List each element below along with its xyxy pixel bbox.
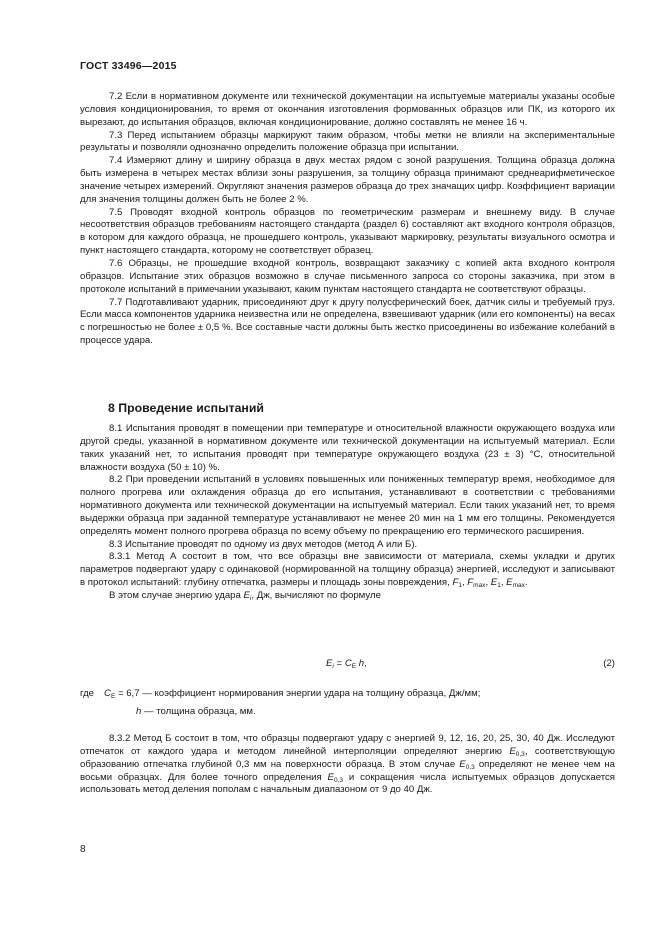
paragraph-7-3: 7.3 Перед испытанием образцы маркируют таким образом, чтобы метки не влияли на экспериментальные результаты и позволяли однозначно определить положение образца при испытании. [80,129,615,154]
paragraph-8-3-2: 8.3.2 Метод Б состоит в том, что образцы подвергают удару с энергией 9, 12, 16, 20, 25, 30, 40 Дж. Исследуют отпечаток от каждого удара и методом линейной интерполяции определяют энергию $E_{0,3}$, соответствующую образованию отпечатка глубиной 0,3 мм на поверхности образца. В этом случае $E_{0,3}$ определяют не менее чем на восьми образцах. Для более точного определения $E_{0,3}$ и сокращения числа испытуемых образцов допускается использовать метод деления пополам с начальным диапазоном от 9 до 40 Дж. [80,733,615,796]
paragraph-8-1: 8.1 Испытания проводят в помещении при температуре и относительной влажности окружающего воздуха или другой среды, указанной в нормативном документе или технической документации на испытуемый материал. Если таких указаний нет, то испытания проводят при температуре окружающего воздуха (23 ± 3) °С, относительной влажности воздуха (50 ± 10) %. [80,423,615,473]
standard-header: ГОСТ 33496—2015 [80,60,177,72]
paragraph-7-5: 7.5 Проводят входной контроль образцов по геометрическим размерам и внешнему виду. В случае несоответствия образцов требованиям настоящего стандарта (раздел 6) составляют акт входного контроля образцов, в котором для каждого образца, не прошедшего контроль, указывают маркировку, результаты визуального осмотра и пункт настоящего стандарта, которому не соответствует образец. [80,206,615,257]
method-b-text [80,733,615,797]
paragraph-8-3: 8.3 Испытание проводят по одному из двух методов (метод А или Б). [109,538,418,550]
paragraph-7-2: 7.2 Если в нормативном документе или технической документации на испытуемые материалы указаны особые условия кондиционирования, то время от окончания изготовления формованных образцов или ПК, из которого их вырезают, до испытания образцов, включая кондиционирование, должно составлять не менее 16 ч. [80,91,615,128]
page-number: 8 [80,844,86,855]
legend-h: h — толщина образца, мм. [136,706,256,717]
paragraph-7-7: 7.7 Подготавливают ударник, присоединяют друг к другу полусферический боек, датчик силы и требуемый груз. Если масса компонентов ударника неизвестна или не определена, взвешивают ударник (или его компоненты) на весах с погрешностью не более ± 0,5 %. Все составные части должны быть жестко присоединены во избежание колебаний в процессе удара. [80,296,615,347]
formula-2 [80,658,615,671]
paragraph-7-4: 7.4 Измеряют длину и ширину образца в двух местах рядом с зоной разрушения. Толщина образца должна быть измерена в четырех местах вблизи зоны разрушения, за толщину образца принимают среднеарифметическое значение четырех измерений. Округляют значения размеров образца до трех значащих цифр. Коэффициент вариации для значения толщины должен быть не более 2 %. [80,155,615,205]
section8-text [80,423,615,603]
formula-number: (2) [603,658,615,669]
energy-intro-line: В этом случае энергию удара $E_i$, Дж, вычисляют по формуле [109,589,381,602]
section-8-title: 8 Проведение испытаний [108,401,264,415]
paragraph-7-6: 7.6 Образцы, не прошедшие входной контроль, возвращают заказчику с копией акта входного контроля образцов. Испытание этих образцов возможно в случае письменного запроса со стороны заказчика, при этом в протоколе испытаний в примечании указывают, каким пунктам настоящего стандарта не соответствуют образцы. [80,257,615,295]
paragraph-8-3-1: 8.3.1 Метод А состоит в том, что все образцы вне зависимости от материала, схемы укладки и других параметров подвергают удару с одинаковой (нормированной на толщину образца) энергией, исследуют и записывают в протокол испытаний: глубину отпечатка, размеры и площадь зоны повреждения, $F_1$, $F_{max}$, $E_1$, $E_{max}$. [80,551,615,590]
formula-legend [80,687,615,718]
section7-text [80,91,615,348]
paragraph-8-2: 8.2 При проведении испытаний в условиях повышенных или пониженных температур время, необходимое для полного прогрева или охлаждения образца до его испытания, устанавливают в соответствии с требованиями нормативного документа или технической документации на испытуемый материал. Если таких указаний нет, то время выдержки образца при заданной температуре устанавливают не менее 20 мин на 1 мм его толщины. Рекомендуется определять момент полного прогрева образца по всему объему по прекращению его термического расширения. [80,474,615,537]
formula-expression: $E_i = C_E$ h, [326,658,367,670]
legend-ce: где $C_E = 6,7$ — коэффициент нормирования энергии удара на толщину образца, Дж/мм; [80,688,481,700]
